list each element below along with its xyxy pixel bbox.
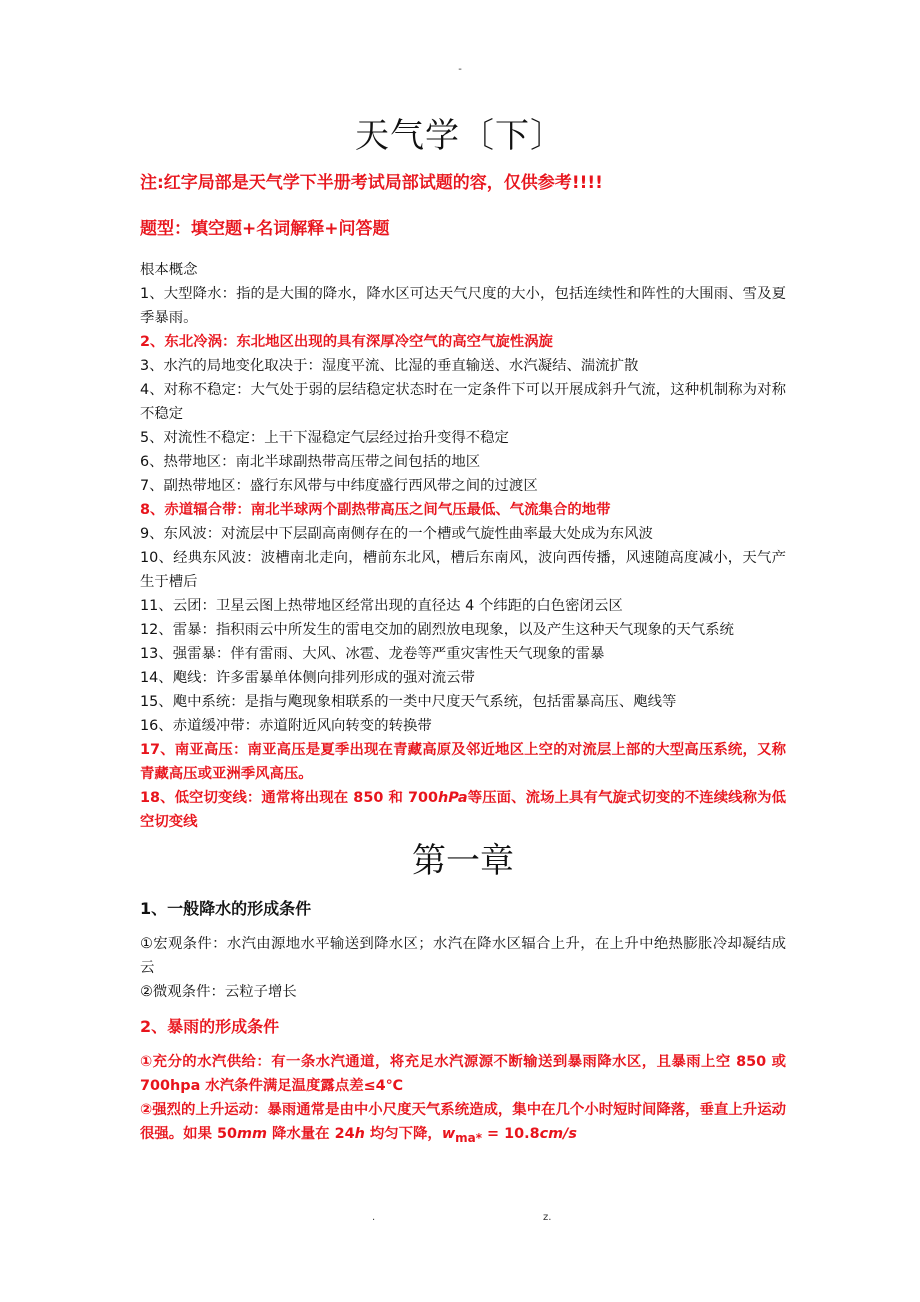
note-text: 注:红字局部是天气学下半册考试局部试题的容，仅供参考 [140, 173, 572, 193]
chapter-title: 第一章 [412, 841, 514, 881]
note-exclamations: !!!! [571, 173, 603, 193]
section-heading-2: 2、暴雨的形成条件 [140, 1017, 280, 1036]
concept-item: 17、南亚高压：南亚高压是夏季出现在青藏高原及邻近地区上空的对流层上部的大型高压系统，又称青藏高压或亚洲季风高压。 [140, 742, 786, 782]
concept-item-18 [140, 786, 786, 834]
concept-item: 16、赤道缓冲带：赤道附近风向转变的转换带 [140, 718, 432, 734]
concept-item: 6、热带地区：南北半球副热带高压带之间包括的地区 [140, 454, 481, 470]
concept-item: 10、经典东风波：波槽南北走向，槽前东北风，槽后东南风，波向西传播，风速随高度减小，天气产生于槽后 [140, 550, 786, 590]
note-line [140, 170, 786, 196]
formula-equals: = 10.8 [482, 1126, 540, 1142]
unit-mm: mm [237, 1126, 267, 1142]
symbol-w-subscript: ma* [455, 1130, 483, 1145]
concept-item: 3、水汽的局地变化取决于：湿度平流、比湿的垂直输送、水汽凝结、湍流扩散 [140, 358, 639, 374]
section2-paragraph: ①充分的水汽供给：有一条水汽通道，将充足水汽源源不断输送到暴雨降水区，且暴雨上空 850 或 700hpa 水汽条件满足温度露点差≤4℃ [140, 1054, 786, 1094]
basic-concepts-section [140, 258, 786, 834]
formula-text-mid: 降水量在 24 [267, 1126, 355, 1142]
item18-unit: hPa [438, 790, 468, 806]
formula-text-mid2: 均匀下降， [364, 1126, 442, 1142]
concept-item: 7、副热带地区：盛行东风带与中纬度盛行西风带之间的过渡区 [140, 478, 538, 494]
section2-paragraph-formula [140, 1098, 786, 1150]
concept-item: 11、云团：卫星云图上热带地区经常出现的直径达 4 个纬距的白色密闭云区 [140, 598, 623, 614]
unit-h: h [354, 1126, 365, 1142]
concept-item: 12、雷暴：指积雨云中所发生的雷电交加的剧烈放电现象，以及产生这种天气现象的天气系统 [140, 622, 734, 638]
document-title: 天气学〔下〕 [355, 116, 565, 156]
item18-text-before: 18、低空切变线：通常将出现在 850 和 700 [140, 790, 439, 806]
document-body [140, 170, 786, 1150]
concept-item: 8、赤道辐合带：南北半球两个副热带高压之间气压最低、气流集合的地带 [140, 502, 611, 518]
concept-item: 13、强雷暴：伴有雷雨、大风、冰雹、龙卷等严重灾害性天气现象的雷暴 [140, 646, 605, 662]
section1-paragraph: ②微观条件：云粒子增长 [140, 984, 297, 1000]
concept-item: 2、东北冷涡：东北地区出现的具有深厚冷空气的高空气旋性涡旋 [140, 334, 553, 350]
concept-item: 1、大型降水：指的是大围的降水，降水区可达天气尺度的大小，包括连续性和阵性的大围雨、雪及夏季暴雨。 [140, 286, 786, 326]
concept-item: 14、飑线：许多雷暴单体侧向排列形成的强对流云带 [140, 670, 475, 686]
unit-cm-per-s: cm/s [539, 1126, 577, 1142]
symbol-w: w [441, 1126, 456, 1142]
concept-item: 15、飑中系统：是指与飑现象相联系的一类中尺度天气系统，包括雷暴高压、飑线等 [140, 694, 677, 710]
formula-text-before: ②强烈的上升运动：暴雨通常是由中小尺度天气系统造成，集中在几个小时短时间降落，垂直上升运动很强。如果 50 [140, 1102, 786, 1142]
question-types: 题型：填空题+名词解释+问答题 [140, 219, 390, 239]
footer-left-mark: . [372, 1212, 376, 1223]
header-mark: - [458, 64, 462, 75]
section1-paragraph: ①宏观条件：水汽由源地水平输送到降水区；水汽在降水区辐合上升，在上升中绝热膨胀冷却凝结成云 [140, 936, 786, 976]
concepts-heading: 根本概念 [140, 262, 198, 278]
concept-item: 9、东风波：对流层中下层副高南侧存在的一个槽或气旋性曲率最大处成为东风波 [140, 526, 653, 542]
concept-item: 4、对称不稳定：大气处于弱的层结稳定状态时在一定条件下可以开展成斜升气流，这种机制称为对称不稳定 [140, 382, 786, 422]
item18-text-after: 等压面、流场上具有气旋式切变的不连续线称为低空切变线 [140, 790, 786, 830]
concept-item: 5、对流性不稳定：上干下湿稳定气层经过抬升变得不稳定 [140, 430, 509, 446]
section-heading-1: 1、一般降水的形成条件 [140, 899, 312, 918]
footer-right-mark: z. [543, 1212, 552, 1223]
